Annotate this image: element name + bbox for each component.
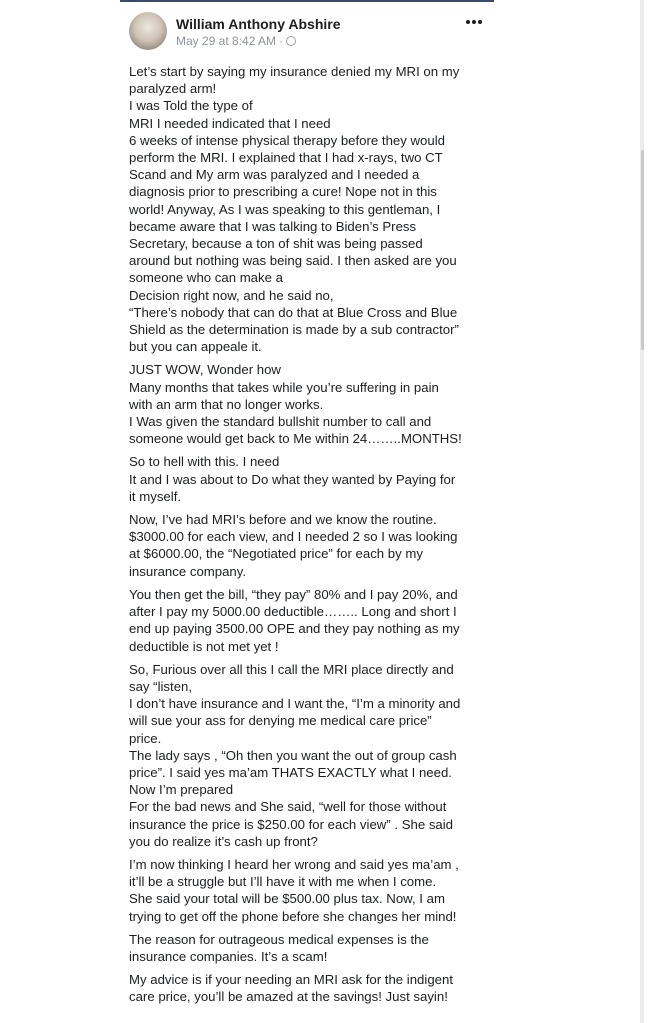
post-text-line: The reason for outrageous medical expenses is the: [129, 931, 429, 947]
post-text-line: deductible is not met yet !: [129, 638, 279, 654]
post-text-line: “There’s nobody that can do that at Blue Cross and Blue: [129, 304, 458, 320]
post-text-line: world! Anyway, As I was speaking to this gentleman, I: [129, 201, 441, 217]
post-paragraph: [129, 453, 487, 505]
post-paragraph: [129, 586, 487, 655]
post-paragraph: [129, 661, 487, 850]
post-text-line: $3000.00 for each view, and I needed 2 so I was looking: [129, 529, 458, 545]
post-text-line: The lady says , “Oh then you want the out of group cash: [129, 747, 457, 763]
post-text-line: say “listen,: [129, 678, 193, 694]
post-text-line: insurance company.: [129, 563, 247, 579]
post-text-line: Secretary, because a ton of shit was being passed: [129, 236, 423, 252]
post-text-line: So to hell with this. I need: [129, 454, 280, 470]
post-text-line: trying to get off the phone before she changes her mind!: [129, 908, 457, 924]
post-text-line: end up paying 3500.00 OPE and they pay nothing as my: [129, 621, 460, 637]
post-text-line: My advice is if your needing an MRI ask for the indigent: [129, 972, 453, 988]
post-text-line: someone who can make a: [129, 270, 283, 286]
post-text-line: perform the MRI. I explained that I had x-rays, two CT: [129, 150, 443, 166]
post-text-line: around but nothing was being said. I then asked are you: [129, 253, 457, 269]
post-text-line: care price, you’ll be amazed at the savings! Just sayin!: [129, 989, 448, 1005]
post-timestamp[interactable]: May 29 at 8:42 AM: [176, 34, 277, 48]
globe-icon: [286, 36, 296, 46]
post-text-line: Many months that takes while you’re suffering in pain: [129, 379, 439, 395]
post-text-line: Now I’m prepared: [129, 782, 234, 798]
post-text-line: insurance companies. It’s a scam!: [129, 948, 328, 964]
post-text-line: insurance the price is $250.00 for each view” . She said: [129, 816, 454, 832]
author-name[interactable]: William Anthony Abshire: [176, 16, 341, 32]
more-options-icon: [466, 20, 470, 24]
post-text-line: at $6000.00, the “Negotiated price” for each by my: [129, 546, 423, 562]
post-text-line: diagnosis prior to prescribing a cure! Nope not in this: [129, 184, 437, 200]
post-text-line: She said your total will be $500.00 plus tax. Now, I am: [129, 891, 445, 907]
more-options-icon: [472, 20, 476, 24]
post-text-line: For the bad news and She said, “well for those without: [129, 799, 447, 815]
post-text-line: it myself.: [129, 488, 182, 504]
post-body: [129, 63, 487, 1012]
post-text-line: you do realize it’s cash up front?: [129, 833, 318, 849]
post-text-line: I don’t have insurance and I want the, “I’m a minority and: [129, 696, 461, 712]
post-text-line: It and I was about to Do what they wanted by Paying for: [129, 471, 456, 487]
post-text-line: became aware that I was talking to Biden’s Press: [129, 218, 417, 234]
post-text-line: Shield as the determination is made by a sub contractor”: [129, 322, 459, 338]
more-options-button[interactable]: [462, 14, 486, 30]
post-text-line: 6 weeks of intense physical therapy before they would: [129, 132, 445, 148]
post-text-line: Decision right now, and he said no,: [129, 287, 334, 303]
post-meta: [176, 34, 296, 48]
post-text-line: JUST WOW, Wonder how: [129, 362, 281, 378]
scrollbar-thumb[interactable]: [641, 150, 644, 350]
meta-separator: ·: [279, 34, 284, 48]
post-text-line: but you can appeale it.: [129, 339, 262, 355]
post-text-line: You then get the bill, “they pay” 80% and I pay 20%, and: [129, 586, 458, 602]
post-text-line: someone would get back to Me within 24……..MONTHS!: [129, 431, 462, 447]
more-options-icon: [478, 20, 482, 24]
post-header: [120, 0, 492, 60]
post-text-line: price”. I said yes ma’am THATS EXACTLY what I need.: [129, 764, 452, 780]
post-text-line: price.: [129, 730, 162, 746]
post-text-line: Let’s start by saying my insurance denied my MRI on my: [129, 64, 460, 79]
post-paragraph: [129, 511, 487, 580]
post-paragraph: [129, 361, 487, 447]
post-text-line: it’ll be a struggle but I’ll have it with me when I come.: [129, 874, 437, 890]
post-paragraph: [129, 856, 487, 925]
avatar[interactable]: [129, 12, 167, 50]
post-paragraph: [129, 63, 487, 355]
post-text-line: will sue your ass for denying me medical care price”: [129, 713, 432, 729]
post-text-line: I Was given the standard bullshit number to call and: [129, 414, 432, 430]
post-text-line: Scand and My arm was paralyzed and I needed a: [129, 167, 420, 183]
post-text-line: after I pay my 5000.00 deductible…….. Long and short I: [129, 604, 457, 620]
post-text-line: Now, I’ve had MRI’s before and we know the routine.: [129, 512, 437, 528]
post-text-line: So, Furious over all this I call the MRI place directly and: [129, 661, 454, 677]
post-card: [120, 0, 492, 1005]
post-text-line: I was Told the type of: [129, 98, 253, 114]
post-text-line: MRI I needed indicated that I need: [129, 115, 331, 131]
post-text-line: I’m now thinking I heard her wrong and said yes ma’am ,: [129, 856, 459, 872]
post-text-line: with an arm that no longer works.: [129, 396, 324, 412]
post-paragraph: [129, 931, 487, 965]
post-paragraph: [129, 971, 487, 1005]
post-text-line: paralyzed arm!: [129, 81, 217, 97]
